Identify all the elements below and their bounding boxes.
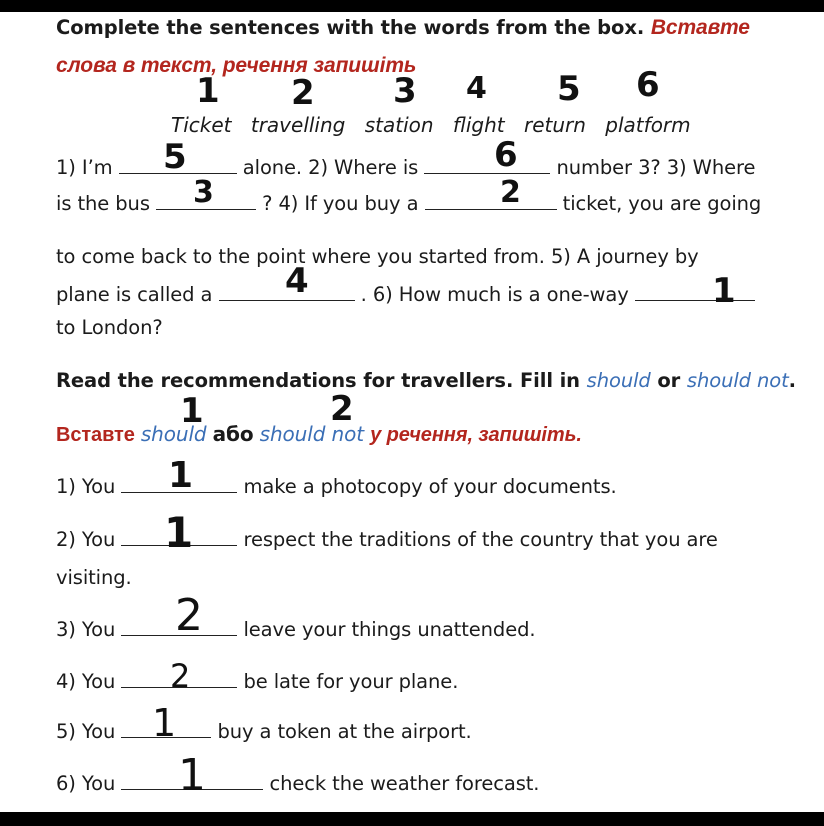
task2-title-ua-should: should [140,422,207,446]
task1-text: is the bus [56,192,150,215]
task1-text: ? 4) If you buy a [262,192,419,215]
task2-title-or: or [657,369,681,392]
item-answer-2: 1 [164,508,194,557]
answer-6: 1 [712,271,736,311]
task2-item-2 [56,528,718,551]
task2-title-ua-part1: Вставте [56,424,135,446]
task2-title-en: Read the recommendations for travellers. Fill in [56,369,580,392]
answer-4: 2 [500,175,521,210]
box-word-flight: flight [452,113,505,137]
task1-title-line2 [56,54,416,78]
item-text: check the weather forecast. [269,772,540,795]
task2-title-ua-abo: або [212,422,254,446]
answer-3: 3 [193,175,214,210]
word-box [171,113,704,137]
item-prefix: 2) You [56,528,116,551]
item-text: respect the traditions of the country that you are [243,528,718,551]
task1-text: alone. 2) Where is [242,156,419,179]
blank-6[interactable] [635,284,755,301]
task2-item-1 [56,475,617,498]
item-prefix: 4) You [56,670,116,693]
task1-title-ua-part2: слова в текст, речення запишіть [56,54,417,77]
task1-title-en: Complete the sentences with the words from the box. [56,16,645,39]
task1-text: number 3? 3) Where [556,156,756,179]
task2-item-2-cont: visiting. [56,566,132,589]
box-number-2: 2 [291,73,315,113]
task2-title-period: . [788,369,796,392]
item-text: buy a token at the airport. [217,720,472,743]
box-word-station: station [364,113,434,137]
blank-2[interactable] [424,157,550,174]
task1-line1 [56,156,755,179]
task2-title-should-not: should not [686,369,789,392]
box-number-5: 5 [557,69,581,109]
item-answer-1: 1 [168,455,194,496]
task1-line3: to come back to the point where you started from. 5) A journey by [56,245,699,268]
task1-title-line1 [56,16,750,40]
item-prefix: 5) You [56,720,116,743]
task2-item-4 [56,670,458,693]
task2-item-6 [56,772,539,795]
label-number-1: 1 [180,391,204,431]
item-text: make a photocopy of your documents. [243,475,617,498]
task2-title-ua-should-not: should not [259,422,365,446]
box-number-6: 6 [636,65,660,105]
task2-item-5 [56,720,472,743]
task2-title-ua-part2: у речення, запишіть. [370,424,582,446]
item-text: leave your things unattended. [243,618,536,641]
task2-title-should: should [586,369,651,392]
task2-item-3 [56,618,535,641]
answer-5: 4 [285,261,309,301]
task1-line4 [56,283,755,306]
blank-4[interactable] [425,193,557,210]
task1-line2 [56,192,761,215]
task1-line5: to London? [56,316,163,339]
item-answer-4: 2 [170,657,191,695]
box-word-platform: platform [605,113,691,137]
task1-text: plane is called a [56,283,213,306]
task1-text: 1) I’m [56,156,113,179]
worksheet-page [0,12,824,812]
item-prefix: 1) You [56,475,116,498]
box-word-travelling: travelling [250,113,346,137]
answer-2: 6 [494,135,518,175]
task1-text: . 6) How much is a one-way [360,283,629,306]
task1-text: ticket, you are going [562,192,762,215]
item-answer-5: 1 [152,701,177,745]
item-prefix: 3) You [56,618,116,641]
answer-1: 5 [163,137,187,177]
item-prefix: 6) You [56,772,116,795]
box-number-1: 1 [196,71,220,111]
box-number-4: 4 [466,71,487,106]
item-text: be late for your plane. [243,670,459,693]
box-word-ticket: Ticket [171,113,232,137]
box-number-3: 3 [393,71,417,111]
label-number-2: 2 [330,389,354,429]
task2-title-line1 [56,369,796,392]
item-answer-6: 1 [178,750,206,801]
task2-title-line2 [56,422,582,447]
item-answer-3: 2 [175,590,203,641]
task1-title-ua-part1: Вставте [650,16,750,39]
box-word-return: return [523,113,586,137]
